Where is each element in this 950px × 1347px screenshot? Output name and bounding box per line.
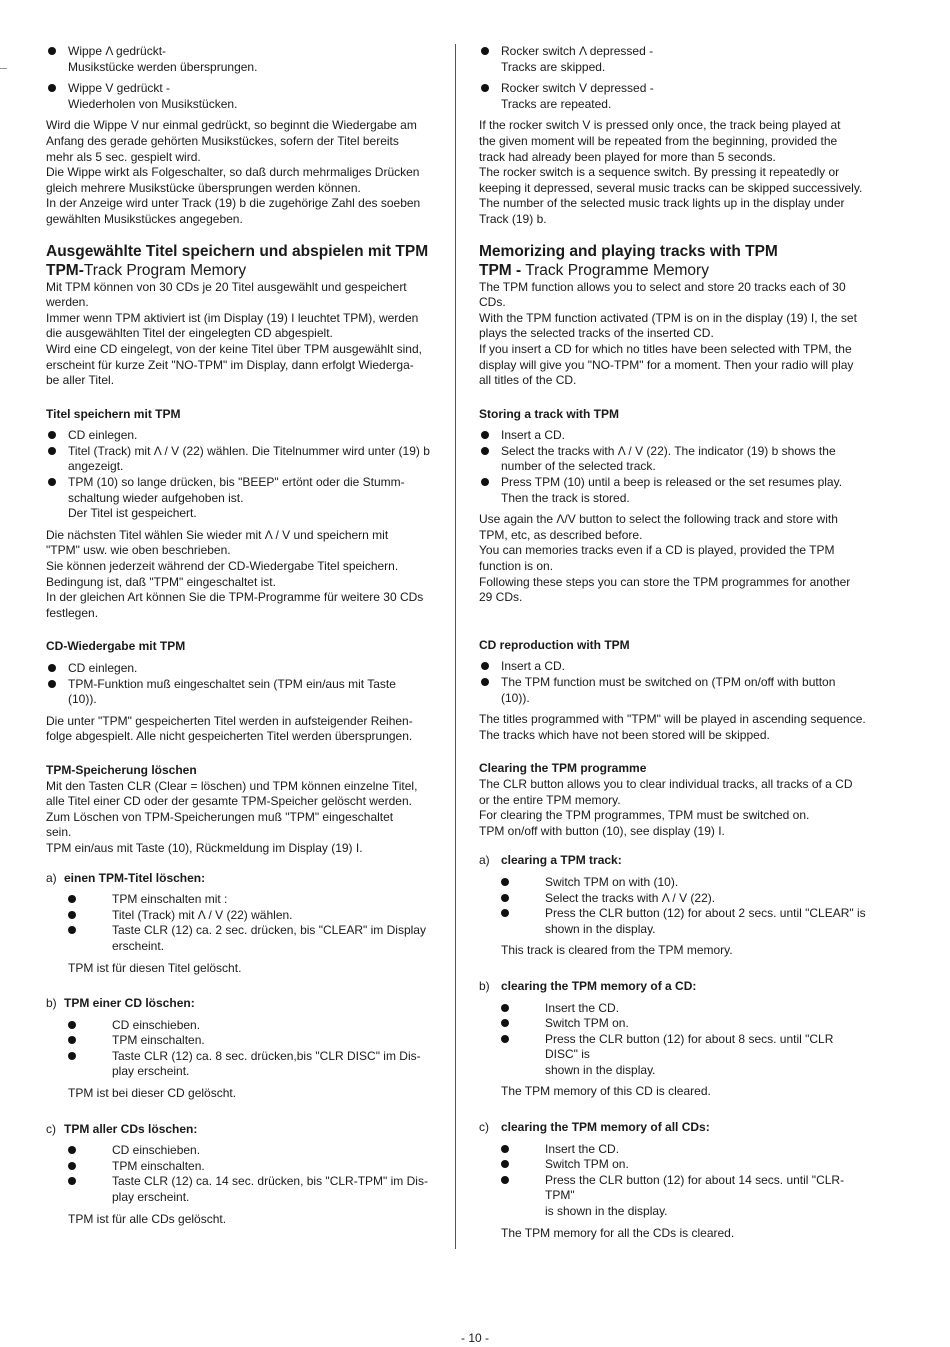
bullet-line: Titel (Track) mit Λ / V (22) wählen. Die Titelnummer wird unter (19) b bbox=[68, 443, 430, 458]
bullet-item bbox=[479, 659, 869, 675]
spacer bbox=[46, 976, 434, 982]
subheading-bold: TPM - bbox=[479, 261, 522, 279]
text-line: Die Wippe wirkt als Folgeschalter, so daß durch mehrmaliges Drücken bbox=[46, 165, 420, 180]
text-line: The rocker switch is a sequence switch. By pressing it repeatedly or bbox=[479, 165, 840, 180]
text-line: TPM ein/aus mit Taste (10), Rückmeldung im Display (19) I. bbox=[46, 840, 363, 855]
bullet-line: erscheint. bbox=[112, 938, 165, 953]
spacer bbox=[46, 1227, 434, 1233]
bullet-line: Press the CLR button (12) for about 14 secs. until "CLR-TPM" bbox=[545, 1172, 845, 1203]
bullet-line: shown in the display. bbox=[545, 921, 656, 936]
text-line: track had already been played for more than 5 seconds. bbox=[479, 149, 776, 164]
margin-tick bbox=[0, 68, 7, 69]
text-line: die ausgewählten Titel der eingelegten CD abgespielt. bbox=[46, 326, 333, 341]
bullet-item bbox=[501, 1032, 869, 1079]
bullet-line: Press the CLR button (12) for about 2 secs. until "CLEAR" is bbox=[545, 906, 866, 921]
bullet-line: Switch TPM on with (10). bbox=[545, 874, 679, 889]
section-heading: Memorizing and playing tracks with TPM bbox=[479, 242, 778, 260]
step-label: a) bbox=[46, 870, 57, 885]
bullet-line: angezeigt. bbox=[68, 459, 124, 474]
text-line: be aller Titel. bbox=[46, 373, 115, 388]
text-line: For clearing the TPM programmes, TPM must be switched on. bbox=[479, 808, 810, 823]
bullet-item bbox=[479, 428, 869, 444]
bullet-item bbox=[46, 81, 434, 112]
bullet-line: Switch TPM on. bbox=[545, 1157, 629, 1172]
clear-step-heading bbox=[479, 853, 869, 869]
bullet-line: Tracks are skipped. bbox=[501, 59, 606, 74]
text-line: festlegen. bbox=[46, 605, 99, 620]
bullet-item bbox=[479, 444, 869, 475]
clear-heading: TPM-Speicherung löschen bbox=[46, 762, 197, 777]
bullet-line: Insert a CD. bbox=[501, 428, 566, 443]
bullet-item bbox=[68, 908, 434, 924]
text-line: Zum Löschen von TPM-Speicherungen muß "TPM" eingeschaltet bbox=[46, 809, 394, 824]
spacer bbox=[46, 389, 434, 395]
bullet-line: Titel (Track) mit Λ / V (22) wählen. bbox=[112, 907, 293, 922]
bullet-item bbox=[68, 1033, 434, 1049]
bullet-item bbox=[68, 1159, 434, 1175]
bullet-item bbox=[46, 428, 434, 444]
bullet-line: Insert the CD. bbox=[545, 1000, 620, 1015]
bullet-line: Then the track is stored. bbox=[501, 490, 630, 505]
text-line: Track (19) b. bbox=[479, 211, 547, 226]
tpm-intro bbox=[46, 280, 434, 389]
english-column bbox=[479, 44, 869, 1247]
text-line: Anfang des gerade gehörten Musikstückes, sofern der Titel bereits bbox=[46, 133, 399, 148]
step-result: TPM ist bei dieser CD gelöscht. bbox=[68, 1086, 237, 1101]
bullet-line: Musikstücke werden übersprungen. bbox=[68, 59, 258, 74]
bullet-line: Wippe Λ gedrückt- bbox=[68, 44, 167, 58]
bullet-line: Insert a CD. bbox=[501, 659, 566, 674]
text-line: Sie können jederzeit während der CD-Wiedergabe Titel speichern. bbox=[46, 559, 399, 574]
bullet-item bbox=[501, 906, 869, 937]
text-line: "TPM" usw. wie oben beschrieben. bbox=[46, 543, 231, 558]
text-line: plays the selected tracks of the inserted CD. bbox=[479, 326, 714, 341]
bullet-line: Press TPM (10) until a beep is released or the set resumes play. bbox=[501, 475, 843, 490]
bullet-line: schaltung wieder aufgehoben ist. bbox=[68, 490, 244, 505]
bullet-line: The TPM function must be switched on (TPM on/off with button bbox=[501, 675, 836, 689]
german-column bbox=[46, 44, 434, 1233]
text-line: 29 CDs. bbox=[479, 590, 523, 605]
bullet-line: Select the tracks with Λ / V (22). The indicator (19) b shows the bbox=[501, 443, 836, 458]
play-after bbox=[46, 714, 434, 745]
step-result: The TPM memory of this CD is cleared. bbox=[501, 1084, 711, 1099]
text-line: sein. bbox=[46, 825, 72, 840]
bullet-line: Tracks are repeated. bbox=[501, 96, 612, 111]
spacer bbox=[46, 1102, 434, 1108]
text-line: In der Anzeige wird unter Track (19) b die zugehörige Zahl des soeben bbox=[46, 196, 421, 211]
step-title: clearing the TPM memory of all CDs: bbox=[501, 1120, 710, 1135]
text-line: You can memories tracks even if a CD is played, provided the TPM bbox=[479, 543, 835, 558]
clear-step-heading bbox=[46, 996, 434, 1012]
text-line: Die unter "TPM" gespeicherten Titel werden in aufsteigender Reihen- bbox=[46, 713, 413, 728]
text-line: all titles of the CD. bbox=[479, 373, 577, 388]
bullet-line: play erscheint. bbox=[112, 1190, 190, 1205]
bullet-item bbox=[68, 1143, 434, 1159]
text-line: If you insert a CD for which no titles have been selected with TPM, the bbox=[479, 341, 852, 356]
bullet-item bbox=[501, 891, 869, 907]
bullet-item bbox=[68, 923, 434, 954]
spacer bbox=[479, 1241, 869, 1247]
text-line: CDs. bbox=[479, 295, 506, 310]
step-result: This track is cleared from the TPM memory. bbox=[501, 943, 733, 958]
bullet-line: Rocker switch Λ depressed - bbox=[501, 44, 654, 58]
text-line: the given moment will be repeated from the beginning, provided the bbox=[479, 133, 838, 148]
bullet-line: TPM einschalten. bbox=[112, 1033, 205, 1048]
bullet-line: Select the tracks with Λ / V (22). bbox=[545, 890, 716, 905]
bullet-line: is shown in the display. bbox=[545, 1204, 668, 1219]
column-divider bbox=[455, 44, 456, 1249]
tpm-intro bbox=[479, 280, 869, 389]
play-after bbox=[479, 712, 869, 743]
subheading-rest: Track Programme Memory bbox=[521, 261, 709, 279]
bullet-item bbox=[46, 677, 434, 708]
bullet-line: (10)). bbox=[501, 690, 530, 705]
step-label: a) bbox=[479, 853, 490, 868]
bullet-line: CD einlegen. bbox=[68, 661, 138, 675]
bullet-line: TPM (10) so lange drücken, bis "BEEP" ertönt oder die Stumm- bbox=[68, 475, 405, 490]
spacer bbox=[46, 745, 434, 751]
text-line: The tracks which have not been stored will be skipped. bbox=[479, 727, 770, 742]
text-line: The titles programmed with "TPM" will be played in ascending sequence. bbox=[479, 712, 866, 727]
bullet-line: play erscheint. bbox=[112, 1064, 190, 1079]
bullet-line: TPM einschalten. bbox=[112, 1158, 205, 1173]
step-title: clearing a TPM track: bbox=[501, 853, 622, 868]
store-after bbox=[46, 528, 434, 622]
bullet-line: (10)). bbox=[68, 692, 97, 707]
bullet-item bbox=[501, 1001, 869, 1017]
text-line: TPM, etc, as described before. bbox=[479, 527, 643, 542]
step-result: TPM ist für diesen Titel gelöscht. bbox=[68, 960, 242, 975]
step-result: The TPM memory for all the CDs is cleared. bbox=[501, 1225, 735, 1240]
bullet-item bbox=[68, 1049, 434, 1080]
bullet-item bbox=[501, 1157, 869, 1173]
text-line: or the entire TPM memory. bbox=[479, 792, 621, 807]
text-line: keeping it depressed, several music tracks can be skipped successively. bbox=[479, 180, 863, 195]
text-line: Wird die Wippe V nur einmal gedrückt, so beginnt die Wiedergabe am bbox=[46, 118, 417, 133]
text-line: Die nächsten Titel wählen Sie wieder mit Λ / V und speichern mit bbox=[46, 527, 389, 542]
spacer bbox=[46, 621, 434, 627]
spacer bbox=[479, 743, 869, 749]
text-line: The TPM function allows you to select and store 20 tracks each of 30 bbox=[479, 279, 846, 294]
text-line: Use again the Λ/V button to select the following track and store with bbox=[479, 512, 838, 527]
bullet-item bbox=[479, 475, 869, 506]
spacer bbox=[479, 959, 869, 965]
spacer bbox=[479, 389, 869, 395]
text-line: The CLR button allows you to clear individual tracks, all tracks of a CD bbox=[479, 776, 853, 791]
bullet-line: Der Titel ist gespeichert. bbox=[68, 506, 197, 521]
text-line: mehr als 5 sec. gespielt wird. bbox=[46, 149, 201, 164]
bullet-item bbox=[501, 1173, 869, 1220]
text-line: With the TPM function activated (TPM is on in the display (19) I, the set bbox=[479, 310, 857, 325]
bullet-line: Press the CLR button (12) for about 8 secs. until "CLR DISC" is bbox=[545, 1031, 834, 1062]
bullet-item bbox=[501, 1142, 869, 1158]
clear-step-heading bbox=[479, 979, 869, 995]
bullet-item bbox=[46, 44, 434, 75]
text-line: Mit TPM können von 30 CDs je 20 Titel ausgewählt und gespeichert bbox=[46, 279, 407, 294]
play-heading: CD reproduction with TPM bbox=[479, 637, 630, 652]
subheading-bold: TPM- bbox=[46, 261, 84, 279]
bullet-item bbox=[68, 1018, 434, 1034]
text-line: folge abgespielt. Alle nicht gespeicherten Titel werden übersprungen. bbox=[46, 729, 413, 744]
store-heading: Storing a track with TPM bbox=[479, 406, 620, 421]
section-subheading bbox=[46, 261, 434, 280]
bullet-item bbox=[46, 444, 434, 475]
bullet-line: TPM einschalten mit : bbox=[112, 892, 228, 907]
spacer bbox=[479, 1100, 869, 1106]
text-line: erscheint für kurze Zeit "NO-TPM" im Display, dann erfolgt Wiederga- bbox=[46, 357, 414, 372]
bullet-line: Taste CLR (12) ca. 2 sec. drücken, bis "CLEAR" im Display bbox=[112, 923, 426, 938]
bullet-item bbox=[479, 675, 869, 706]
step-label: b) bbox=[479, 978, 490, 993]
text-line: function is on. bbox=[479, 559, 554, 574]
bullet-item bbox=[46, 475, 434, 522]
text-line: display will give you "NO-TPM" for a moment. Then your radio will play bbox=[479, 357, 854, 372]
text-line: The number of the selected music track lights up in the display under bbox=[479, 196, 845, 211]
bullet-line: Switch TPM on. bbox=[545, 1016, 629, 1031]
bullet-line: Wiederholen von Musikstücken. bbox=[68, 96, 238, 111]
bullet-line: CD einschieben. bbox=[112, 1017, 201, 1032]
play-heading: CD-Wiedergabe mit TPM bbox=[46, 639, 186, 654]
page-number: - 10 - bbox=[460, 1331, 489, 1345]
bullet-line: Insert the CD. bbox=[545, 1141, 620, 1156]
clear-intro bbox=[479, 777, 869, 839]
text-line: Immer wenn TPM aktiviert ist (im Display (19) I leuchtet TPM), werden bbox=[46, 310, 419, 325]
text-line: Wird eine CD eingelegt, von der keine Titel über TPM ausgewählt sind, bbox=[46, 341, 422, 356]
text-line: gleich mehrere Musikstücke übersprungen werden können. bbox=[46, 180, 361, 195]
step-title: TPM einer CD löschen: bbox=[64, 996, 195, 1011]
paragraph bbox=[479, 118, 869, 227]
step-title: einen TPM-Titel löschen: bbox=[64, 870, 206, 885]
section-subheading bbox=[479, 261, 869, 280]
clear-intro bbox=[46, 779, 434, 857]
text-line: gewählten Musikstückes angegeben. bbox=[46, 211, 243, 226]
text-line: Mit den Tasten CLR (Clear = löschen) und TPM können einzelne Titel, bbox=[46, 778, 418, 793]
bullet-item bbox=[479, 44, 869, 75]
paragraph bbox=[46, 118, 434, 227]
text-line: Following these steps you can store the TPM programmes for another bbox=[479, 574, 851, 589]
clear-step-heading bbox=[46, 871, 434, 887]
bullet-item bbox=[68, 1174, 434, 1205]
bullet-line: Taste CLR (12) ca. 8 sec. drücken,bis "CLR DISC" im Dis- bbox=[112, 1048, 421, 1063]
bullet-item bbox=[479, 81, 869, 112]
store-after bbox=[479, 512, 869, 606]
bullet-item bbox=[501, 1016, 869, 1032]
bullet-item bbox=[501, 875, 869, 891]
store-heading: Titel speichern mit TPM bbox=[46, 406, 181, 421]
step-label: c) bbox=[46, 1121, 56, 1136]
bullet-line: shown in the display. bbox=[545, 1062, 656, 1077]
step-label: b) bbox=[46, 996, 57, 1011]
clear-heading: Clearing the TPM programme bbox=[479, 761, 647, 776]
clear-step-heading bbox=[479, 1120, 869, 1136]
section-heading: Ausgewählte Titel speichern und abspielen mit TPM bbox=[46, 242, 429, 260]
step-title: clearing the TPM memory of a CD: bbox=[501, 978, 697, 993]
bullet-line: Rocker switch V depressed - bbox=[501, 81, 654, 96]
bullet-line: number of the selected track. bbox=[501, 459, 656, 474]
bullet-line: CD einlegen. bbox=[68, 428, 138, 443]
subheading-rest: Track Program Memory bbox=[83, 261, 247, 279]
step-result: TPM ist für alle CDs gelöscht. bbox=[68, 1211, 227, 1226]
bullet-line: CD einschieben. bbox=[112, 1143, 201, 1158]
bullet-line: Taste CLR (12) ca. 14 sec. drücken, bis "CLR-TPM" im Dis- bbox=[112, 1174, 428, 1189]
text-line: If the rocker switch V is pressed only once, the track being played at bbox=[479, 118, 841, 133]
bullet-item bbox=[68, 892, 434, 908]
text-line: werden. bbox=[46, 295, 89, 310]
clear-step-heading bbox=[46, 1122, 434, 1138]
text-line: alle Titel einer CD oder der gesamte TPM-Speicher gelöscht werden. bbox=[46, 794, 412, 809]
spacer bbox=[479, 606, 869, 626]
bullet-line: TPM-Funktion muß eingeschaltet sein (TPM ein/aus mit Taste bbox=[68, 676, 396, 691]
bullet-item bbox=[46, 661, 434, 677]
text-line: In der gleichen Art können Sie die TPM-Programme für weitere 30 CDs bbox=[46, 590, 424, 605]
text-line: TPM on/off with button (10), see display (19) I. bbox=[479, 823, 725, 838]
step-title: TPM aller CDs löschen: bbox=[64, 1121, 198, 1136]
step-label: c) bbox=[479, 1120, 489, 1135]
bullet-line: Wippe V gedrückt - bbox=[68, 81, 171, 96]
text-line: Bedingung ist, daß "TPM" eingeschaltet ist. bbox=[46, 574, 276, 589]
